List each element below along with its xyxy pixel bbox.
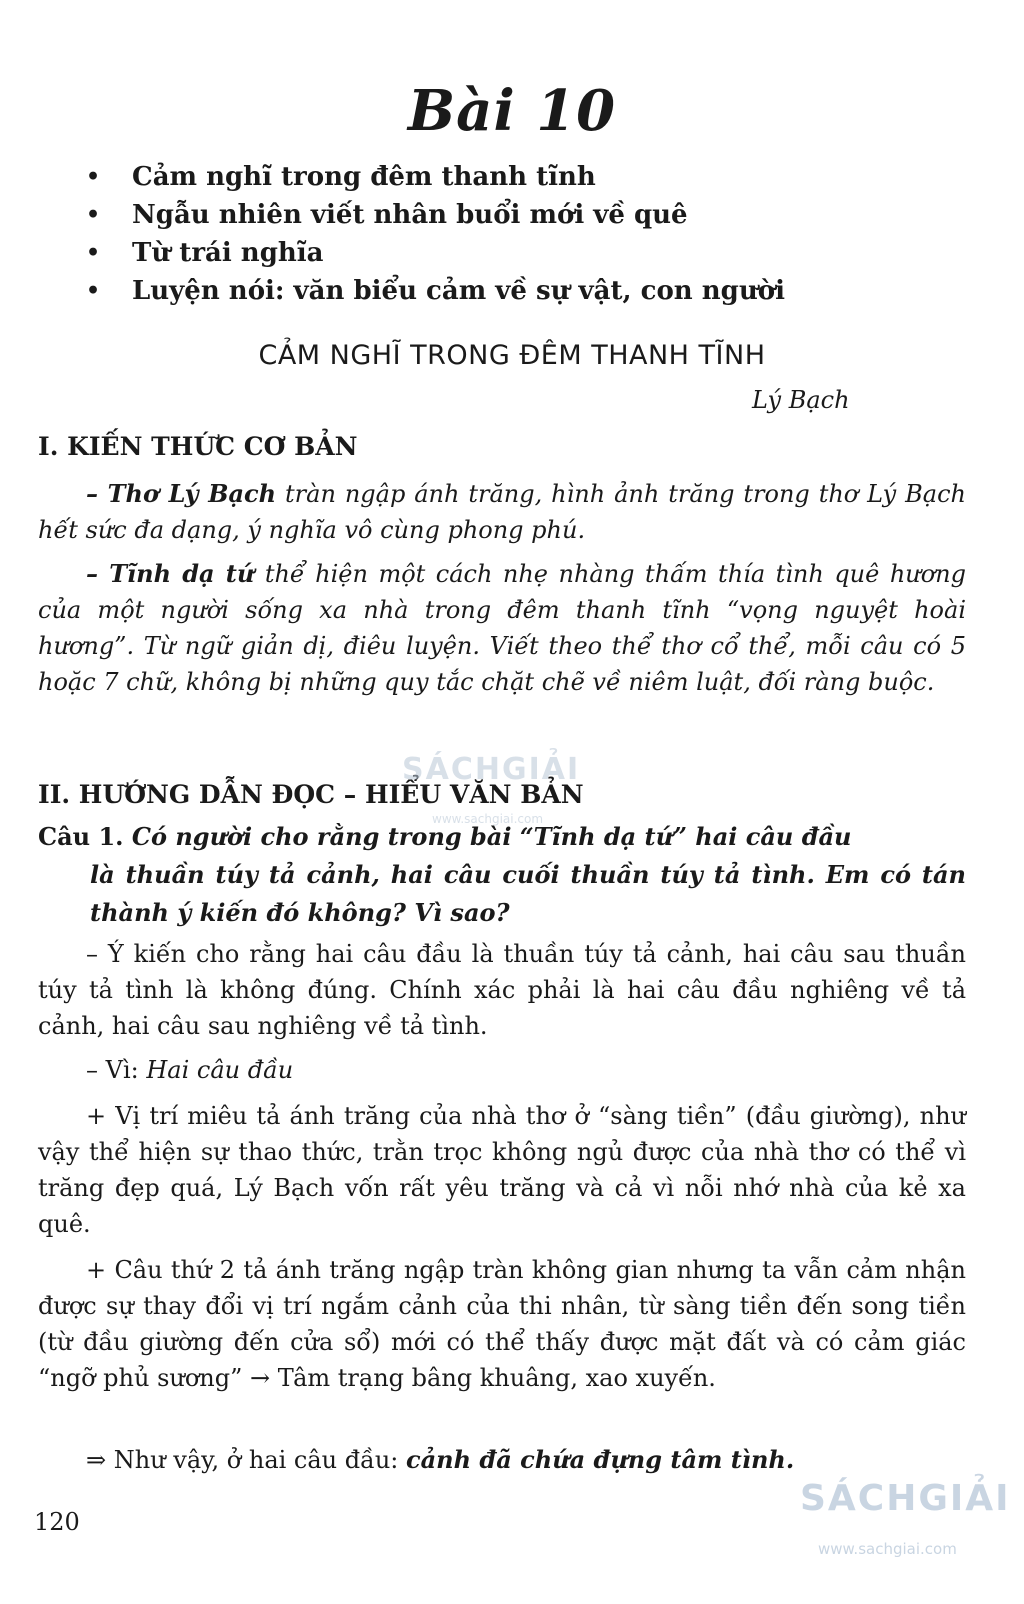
conclusion-emphasis: cảnh đã chứa đựng tâm tình. [406,1445,795,1474]
text-title: CẢM NGHĨ TRONG ĐÊM THANH TĨNH [258,340,766,371]
watermark-logo: SÁCHGIẢI [800,1478,1011,1519]
list-item [82,234,785,272]
paragraph-tinh-da-tu [38,556,966,700]
answer-paragraph-4: + Câu thứ 2 tả ánh trăng ngập tràn không gian nhưng ta vẫn cảm nhận được sự thay đổi vị trí ngắm cảnh của thi nhân, từ sàng tiền đến song tiền (từ đầu giường đến cửa sổ) mới có thể thấy được mặt đất và có cảm giác “ngỡ phủ sương” → Tâm trạng bâng khuâng, xao xuyến. [38,1256,966,1392]
list-item [82,158,785,196]
paragraph-ly-bach-poetry [38,476,966,548]
paragraph-lead: – Tĩnh dạ tứ [86,559,255,588]
author-name: Lý Bạch [752,386,850,414]
list-item-label: Ngẫu nhiên viết nhân buổi mới về quê [132,200,688,230]
answer-prefix: – Vì: [86,1056,147,1084]
paragraph-text: tràn ngập ánh trăng, hình ảnh trăng trong thơ Lý Bạch hết sức đa dạng, ý nghĩa vô cùng phong phú. [38,480,967,544]
answer-emphasis: Hai câu đầu [146,1056,294,1084]
bullet-icon: • [86,278,101,304]
bullet-icon: • [86,164,101,190]
watermark-url: www.sachgiai.com [432,812,544,826]
list-item [82,196,785,234]
section-heading-basic-knowledge: I. KIẾN THỨC CƠ BẢN [38,432,358,461]
lesson-title: Bài 10 [407,78,617,144]
paragraph-text: thể hiện một cách nhẹ nhàng thấm thía tình quê hương của một người sống xa nhà trong đêm thanh tĩnh “vọng nguyệt hoài hương”. Từ ngữ giản dị, điêu luyện. Viết theo thể thơ cổ thể, mỗi câu có 5 hoặc 7 chữ, không bị những quy tắc chặt chẽ về niêm luật, đối ràng buộc. [38,560,966,696]
question-label: Câu 1. [38,822,124,851]
conclusion-prefix: ⇒ Như vậy, ở hai câu đầu: [86,1446,407,1474]
question-1 [38,818,966,932]
answer-paragraph-1: – Ý kiến cho rằng hai câu đầu là thuần túy tả cảnh, hai câu sau thuần túy tả tình là không đúng. Chính xác phải là hai câu đầu nghiêng về tả cảnh, hai câu sau nghiêng về tả tình. [38,940,966,1040]
question-text-first: Có người cho rằng trong bài “Tĩnh dạ tứ” hai câu đầu [123,822,852,851]
section-heading-reading-guide: II. HƯỚNG DẪN ĐỌC – HIỂU VĂN BẢN [38,780,584,809]
list-item-label: Cảm nghĩ trong đêm thanh tĩnh [132,162,596,192]
bullet-icon: • [86,240,101,266]
bullet-icon: • [86,202,101,228]
watermark-logo: SÁCHGIẢI [402,752,581,787]
list-item [82,272,785,310]
lesson-contents-list [82,158,785,310]
answer-paragraph-3: + Vị trí miêu tả ánh trăng của nhà thơ ở “sàng tiền” (đầu giường), như vậy thể hiện sự thao thức, trằn trọc không ngủ được của nhà thơ có thể vì trăng đẹp quá, Lý Bạch vốn rất yêu trăng và cả vì nỗi nhớ nhà của kẻ xa quê. [38,1102,966,1238]
watermark-url: www.sachgiai.com [818,1540,957,1558]
answer-paragraph-2 [38,1052,966,1088]
list-item-label: Từ trái nghĩa [132,238,324,268]
question-text-rest: là thuần túy tả cảnh, hai câu cuối thuần túy tả tình. Em có tán thành ý kiến đó không? Vì sao? [90,860,966,927]
page-number: 120 [34,1508,80,1536]
list-item-label: Luyện nói: văn biểu cảm về sự vật, con người [132,276,785,306]
answer-conclusion [38,1442,966,1478]
paragraph-lead: – Thơ Lý Bạch [86,479,277,508]
